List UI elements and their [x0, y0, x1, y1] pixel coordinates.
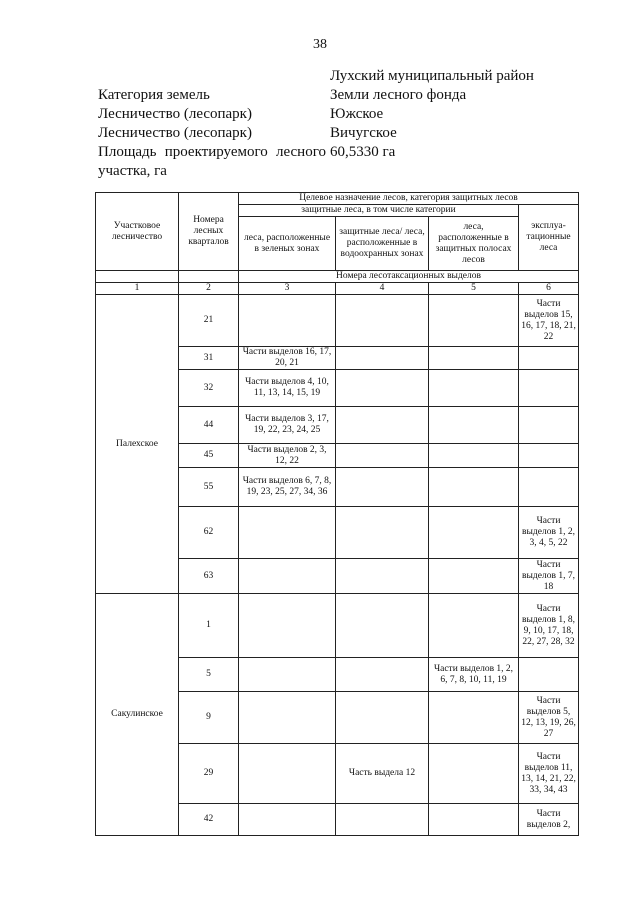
forestry1-label: Лесничество (лесопарк) [98, 106, 252, 122]
col-number-5: 5 [429, 283, 519, 295]
quarter-number-cell: 63 [179, 559, 239, 594]
quarter-number-cell: 55 [179, 468, 239, 507]
subdivision-cell-c4 [336, 468, 429, 507]
subdivision-cell-c6: Части выделов 2, [519, 804, 579, 836]
subdivision-cell-c6: Части выделов 11, 13, 14, 21, 22, 33, 34, 43 [519, 744, 579, 804]
col-number-6: 6 [519, 283, 579, 295]
subdivision-cell-c3: Части выделов 4, 10, 11, 13, 14, 15, 19 [239, 370, 336, 407]
col-number-1: 1 [96, 283, 179, 295]
subdivision-cell-c5 [429, 295, 519, 347]
subdivision-cell-c6 [519, 370, 579, 407]
subdivision-cell-c3 [239, 295, 336, 347]
subdivision-cell-c6: Части выделов 1, 7, 18 [519, 559, 579, 594]
forestry1-value: Южское [330, 106, 384, 122]
subdivision-cell-c6: Части выделов 15, 16, 17, 18, 21, 22 [519, 295, 579, 347]
subdivision-cell-c4 [336, 370, 429, 407]
category-label: Категория земель [98, 87, 210, 103]
subdivision-cell-c3 [239, 692, 336, 744]
quarter-number-cell: 21 [179, 295, 239, 347]
forest-purpose-table [95, 192, 579, 836]
subdivision-cell-c6 [519, 658, 579, 692]
land-plot-header [98, 67, 548, 181]
area-row [98, 143, 548, 162]
forestry1-row [98, 105, 548, 124]
subdivision-cell-c4 [336, 594, 429, 658]
subdivision-cell-c6: Части выделов 1, 2, 3, 4, 5, 22 [519, 507, 579, 559]
subdivision-cell-c3: Части выделов 3, 17, 19, 22, 23, 24, 25 [239, 407, 336, 444]
subdivision-cell-c4 [336, 804, 429, 836]
quarter-number-cell: 9 [179, 692, 239, 744]
subdivision-cell-c4 [336, 507, 429, 559]
area-label-cont: участка, га [98, 163, 167, 179]
subdivision-cell-c3: Части выделов 6, 7, 8, 19, 23, 25, 27, 34, 36 [239, 468, 336, 507]
subdivision-cell-c3 [239, 658, 336, 692]
quarter-number-cell: 44 [179, 407, 239, 444]
subdivision-cell-c4 [336, 658, 429, 692]
subdivision-cell-c3 [239, 559, 336, 594]
table-row [96, 295, 579, 347]
subdivision-cell-c6: Части выделов 1, 8, 9, 10, 17, 18, 22, 27, 28, 32 [519, 594, 579, 658]
subdivision-cell-c5 [429, 370, 519, 407]
quarter-number-cell: 5 [179, 658, 239, 692]
subdivision-cell-c3 [239, 507, 336, 559]
subdivision-cell-c6 [519, 468, 579, 507]
subdivision-cell-c4 [336, 295, 429, 347]
header-district-forestry: Участковое лесничество [96, 193, 179, 271]
subdivision-cell-c4 [336, 347, 429, 370]
table-row [96, 594, 579, 658]
subdivision-cell-c5: Части выделов 1, 2, 6, 7, 8, 10, 11, 19 [429, 658, 519, 692]
district-name: Лухский муниципальный район [330, 68, 534, 84]
quarter-number-cell: 1 [179, 594, 239, 658]
quarter-number-cell: 45 [179, 444, 239, 468]
subdivision-cell-c5 [429, 804, 519, 836]
district-forestry-cell: Палехское [96, 295, 179, 594]
header-green-zones: леса, расположенные в зеленых зонах [239, 217, 336, 271]
header-subdivisions: Номера лесотаксационных выделов [239, 271, 579, 283]
subdivision-cell-c5 [429, 407, 519, 444]
district-forestry-cell: Сакулинское [96, 594, 179, 836]
col-number-4: 4 [336, 283, 429, 295]
quarter-number-cell: 31 [179, 347, 239, 370]
subdivision-cell-c6 [519, 407, 579, 444]
subdivision-cell-c4 [336, 444, 429, 468]
subdivision-cell-c3: Части выделов 2, 3, 12, 22 [239, 444, 336, 468]
district-row [98, 67, 548, 86]
area-label: Площадь проектируемого лесного [98, 144, 326, 160]
subdivision-cell-c4 [336, 559, 429, 594]
quarter-number-cell: 29 [179, 744, 239, 804]
area-row-cont [98, 162, 548, 181]
quarter-number-cell: 42 [179, 804, 239, 836]
header-protective: защитные леса, в том числе категории [239, 205, 519, 217]
subdivision-cell-c5 [429, 744, 519, 804]
page-number: 38 [313, 37, 327, 52]
header-water-zones: защитные леса/ леса, расположенные в водоохранных зонах [336, 217, 429, 271]
subdivision-cell-c6: Части выделов 5, 12, 13, 19, 26, 27 [519, 692, 579, 744]
subdivision-cell-c5 [429, 347, 519, 370]
quarter-number-cell: 62 [179, 507, 239, 559]
subdivision-cell-c5 [429, 468, 519, 507]
subdivision-cell-c5 [429, 559, 519, 594]
category-row [98, 86, 548, 105]
forestry2-row [98, 124, 548, 143]
subdivision-cell-c4: Часть выдела 12 [336, 744, 429, 804]
subdivision-cell-c4 [336, 692, 429, 744]
col-number-2: 2 [179, 283, 239, 295]
subdivision-cell-c5 [429, 507, 519, 559]
forestry2-label: Лесничество (лесопарк) [98, 125, 252, 141]
header-quarter-numbers: Номера лесных кварталов [179, 193, 239, 271]
quarter-number-cell: 32 [179, 370, 239, 407]
subdivision-cell-c5 [429, 692, 519, 744]
subdivision-cell-c6 [519, 444, 579, 468]
subdivision-cell-c5 [429, 444, 519, 468]
category-value: Земли лесного фонда [330, 87, 467, 103]
subdivision-cell-c3 [239, 744, 336, 804]
subdivision-cell-c3 [239, 804, 336, 836]
subdivision-cell-c3: Части выделов 16, 17, 20, 21 [239, 347, 336, 370]
forestry2-value: Вичугское [330, 125, 397, 141]
subdivision-cell-c5 [429, 594, 519, 658]
subdivision-cell-c6 [519, 347, 579, 370]
header-purpose: Целевое назначение лесов, категория защитных лесов [239, 193, 579, 205]
col-number-3: 3 [239, 283, 336, 295]
header-exploitation: эксплуа-тационные леса [519, 205, 579, 271]
header-protective-strips: леса, расположенные в защитных полосах лесов [429, 217, 519, 271]
subdivision-cell-c3 [239, 594, 336, 658]
area-value: 60,5330 га [330, 144, 396, 160]
subdivision-cell-c4 [336, 407, 429, 444]
